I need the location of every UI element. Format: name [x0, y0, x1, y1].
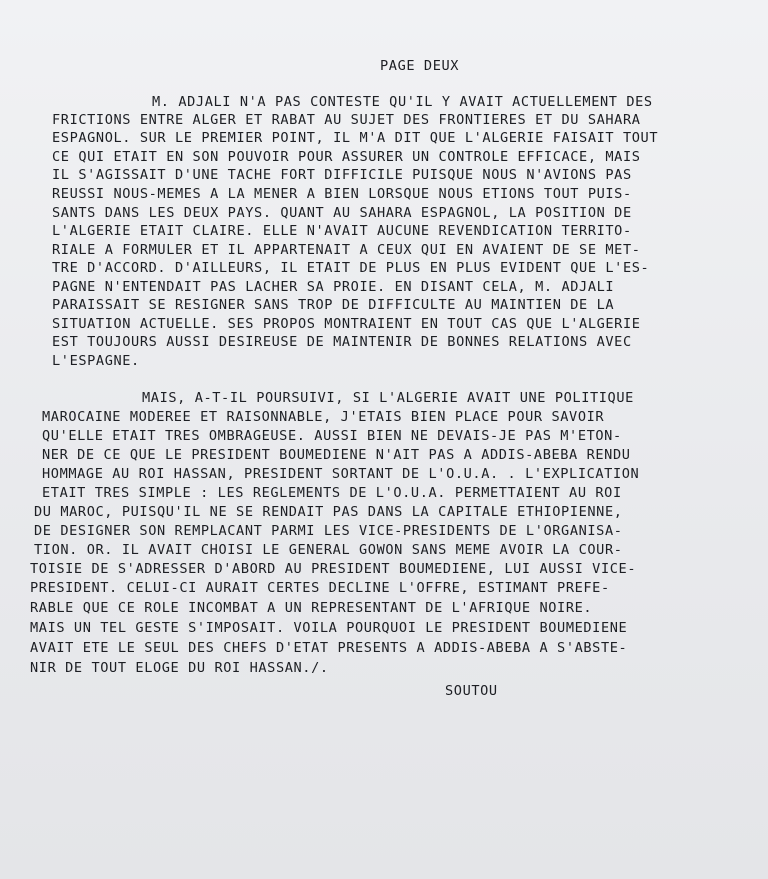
text-line: PRESIDENT. CELUI-CI AURAIT CERTES DECLINE L'OFFRE, ESTIMANT PREFE-	[30, 580, 610, 596]
text-line: PARAISSAIT SE RESIGNER SANS TROP DE DIFFICULTE AU MAINTIEN DE LA	[52, 297, 615, 313]
text-line: RIALE A FORMULER ET IL APPARTENAIT A CEUX QUI EN AVAIENT DE SE MET-	[52, 242, 641, 258]
text-line: IL S'AGISSAIT D'UNE TACHE FORT DIFFICILE PUISQUE NOUS N'AVIONS PAS	[52, 167, 632, 183]
text-line: SANTS DANS LES DEUX PAYS. QUANT AU SAHARA ESPAGNOL, LA POSITION DE	[52, 205, 632, 221]
text-line: MAIS UN TEL GESTE S'IMPOSAIT. VOILA POURQUOI LE PRESIDENT BOUMEDIENE	[30, 620, 628, 636]
text-line: DU MAROC, PUISQU'IL NE SE RENDAIT PAS DANS LA CAPITALE ETHIOPIENNE,	[34, 504, 623, 520]
text-line: ESPAGNOL. SUR LE PREMIER POINT, IL M'A DIT QUE L'ALGERIE FAISAIT TOUT	[52, 130, 659, 146]
text-line: FRICTIONS ENTRE ALGER ET RABAT AU SUJET DES FRONTIERES ET DU SAHARA	[52, 112, 641, 128]
text-line: REUSSI NOUS-MEMES A LA MENER A BIEN LORSQUE NOUS ETIONS TOUT PUIS-	[52, 186, 632, 202]
text-line: NIR DE TOUT ELOGE DU ROI HASSAN./.	[30, 660, 329, 676]
text-line: RABLE QUE CE ROLE INCOMBAT A UN REPRESENTANT DE L'AFRIQUE NOIRE.	[30, 600, 593, 616]
text-line: AVAIT ETE LE SEUL DES CHEFS D'ETAT PRESENTS A ADDIS-ABEBA A S'ABSTE-	[30, 640, 628, 656]
text-line: QU'ELLE ETAIT TRES OMBRAGEUSE. AUSSI BIEN NE DEVAIS-JE PAS M'ETON-	[42, 428, 622, 444]
signature: SOUTOU	[445, 683, 498, 699]
text-line: TION. OR. IL AVAIT CHOISI LE GENERAL GOWON SANS MEME AVOIR LA COUR-	[34, 542, 623, 558]
text-line: MAIS, A-T-IL POURSUIVI, SI L'ALGERIE AVAIT UNE POLITIQUE	[142, 390, 634, 406]
text-line: DE DESIGNER SON REMPLACANT PARMI LES VICE-PRESIDENTS DE L'ORGANISA-	[34, 523, 623, 539]
text-line: ETAIT TRES SIMPLE : LES REGLEMENTS DE L'O.U.A. PERMETTAIENT AU ROI	[42, 485, 622, 501]
text-line: TRE D'ACCORD. D'AILLEURS, IL ETAIT DE PLUS EN PLUS EVIDENT QUE L'ES-	[52, 260, 650, 276]
text-line: L'ESPAGNE.	[52, 353, 140, 369]
text-line: TOISIE DE S'ADRESSER D'ABORD AU PRESIDENT BOUMEDIENE, LUI AUSSI VICE-	[30, 561, 637, 577]
text-line: L'ALGERIE ETAIT CLAIRE. ELLE N'AVAIT AUCUNE REVENDICATION TERRITO-	[52, 223, 632, 239]
text-line: HOMMAGE AU ROI HASSAN, PRESIDENT SORTANT DE L'O.U.A. . L'EXPLICATION	[42, 466, 640, 482]
text-line: NER DE CE QUE LE PRESIDENT BOUMEDIENE N'AIT PAS A ADDIS-ABEBA RENDU	[42, 447, 631, 463]
text-line: M. ADJALI N'A PAS CONTESTE QU'IL Y AVAIT ACTUELLEMENT DES	[152, 94, 653, 110]
text-line: PAGNE N'ENTENDAIT PAS LACHER SA PROIE. EN DISANT CELA, M. ADJALI	[52, 279, 615, 295]
page-header: PAGE DEUX	[380, 58, 460, 74]
text-line: CE QUI ETAIT EN SON POUVOIR POUR ASSURER UN CONTROLE EFFICACE, MAIS	[52, 149, 641, 165]
text-line: SITUATION ACTUELLE. SES PROPOS MONTRAIENT EN TOUT CAS QUE L'ALGERIE	[52, 316, 641, 332]
text-line: MAROCAINE MODEREE ET RAISONNABLE, J'ETAIS BIEN PLACE POUR SAVOIR	[42, 409, 605, 425]
text-line: EST TOUJOURS AUSSI DESIREUSE DE MAINTENIR DE BONNES RELATIONS AVEC	[52, 334, 632, 350]
